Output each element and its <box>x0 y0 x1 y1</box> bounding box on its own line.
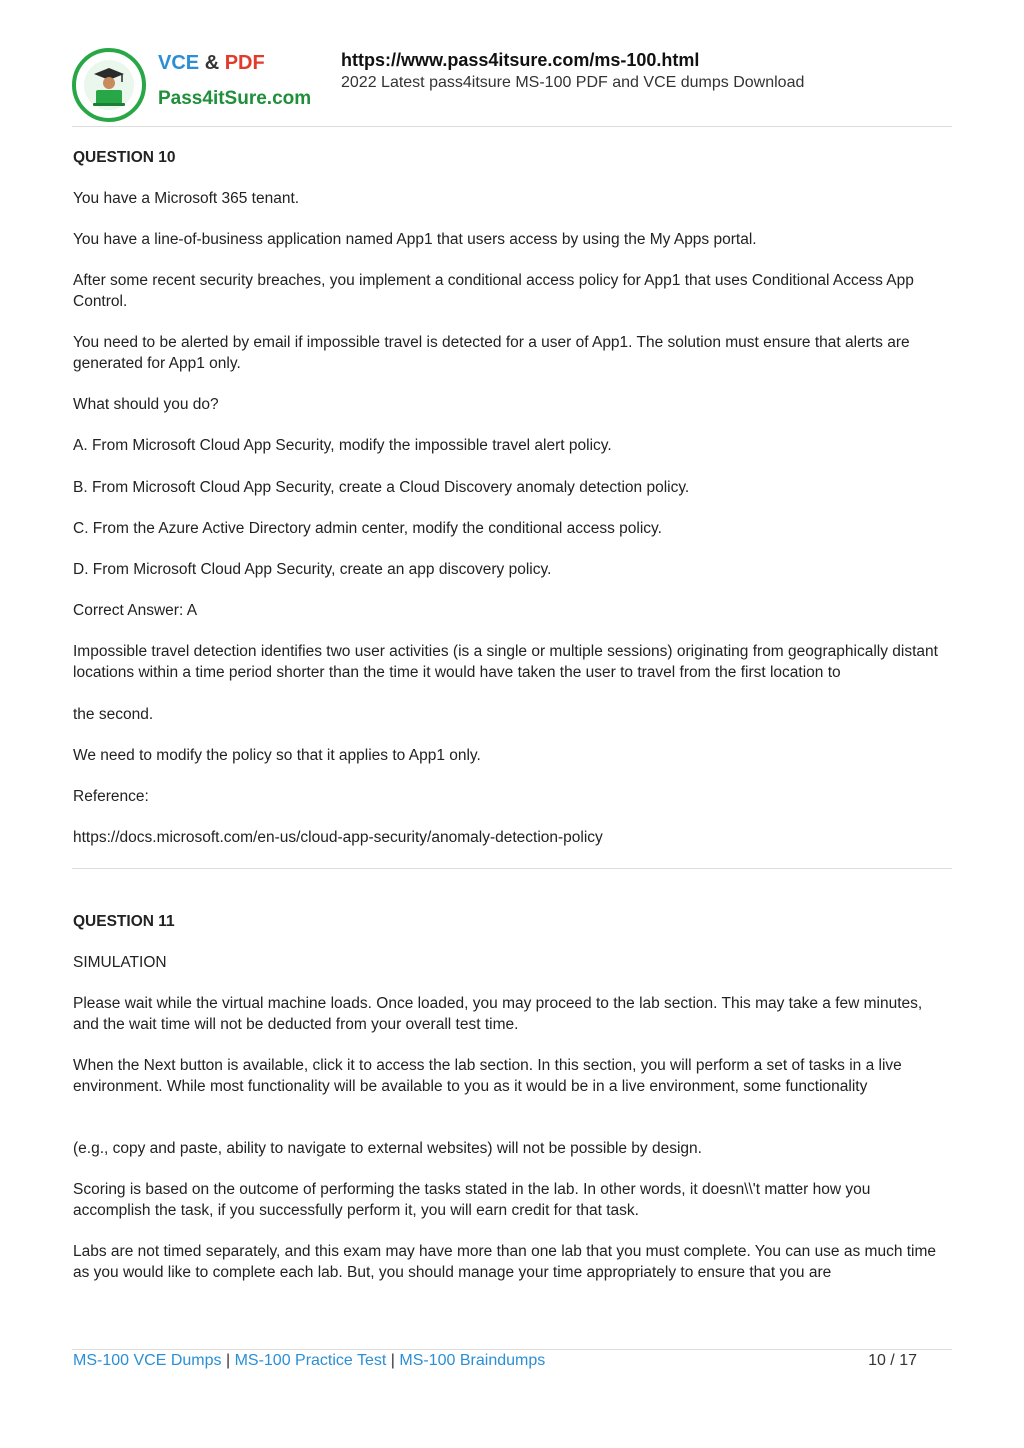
question-10-paragraph: You have a Microsoft 365 tenant. <box>73 190 300 207</box>
question-10-title: QUESTION 10 <box>73 149 176 166</box>
option-b: B. From Microsoft Cloud App Security, create a Cloud Discovery anomaly detection policy. <box>73 479 690 496</box>
question-10-paragraph: After some recent security breaches, you implement a conditional access policy for App1 that uses Conditional Access App Control. <box>73 272 914 310</box>
page-number: 10 / 17 <box>868 1352 917 1369</box>
question-11-paragraph: Please wait while the virtual machine loads. Once loaded, you may proceed to the lab section. This may take a few minutes, and the wait time will not be deducted from your overall test time. <box>73 995 923 1033</box>
question-10-paragraph: You need to be alerted by email if impossible travel is detected for a user of App1. The solution must ensure that alerts are generated for App1 only. <box>73 334 910 372</box>
footer-link-practice-test[interactable]: MS-100 Practice Test <box>234 1352 387 1369</box>
logo-text-vce-pdf: VCE & PDF <box>158 52 265 74</box>
option-d: D. From Microsoft Cloud App Security, create an app discovery policy. <box>73 561 552 578</box>
explanation-paragraph: Impossible travel detection identifies two user activities (is a single or multiple sessions) originating from geographically distant locations within a time period shorter than the time it would have taken the user to travel from the first location to <box>73 643 938 681</box>
logo-text-site: Pass4itSure.com <box>158 88 312 109</box>
footer-link-vce-dumps[interactable]: MS-100 VCE Dumps <box>73 1352 222 1369</box>
question-11-paragraph: (e.g., copy and paste, ability to navigate to external websites) will not be possible by design. <box>73 1140 702 1157</box>
explanation-paragraph: We need to modify the policy so that it applies to App1 only. <box>73 747 481 764</box>
correct-answer: Correct Answer: A <box>73 602 198 619</box>
site-logo[interactable] <box>72 44 317 124</box>
option-a: A. From Microsoft Cloud App Security, modify the impossible travel alert policy. <box>73 437 612 454</box>
question-11-paragraph: Labs are not timed separately, and this exam may have more than one lab that you must complete. You can use as much time as you would like to complete each lab. But, you should manage your time appropriately to ensure that you are <box>73 1243 937 1281</box>
question-11-paragraph: Scoring is based on the outcome of performing the tasks stated in the lab. In other words, it doesn\\'t matter how you accomplish the task, if you successfully perform it, you will earn credit for that task. <box>73 1181 871 1219</box>
page-footer <box>73 1352 953 1374</box>
question-10-prompt: What should you do? <box>73 396 219 413</box>
question-11-title: QUESTION 11 <box>73 913 175 930</box>
graduate-laptop-icon <box>84 60 134 110</box>
logo-emblem-icon <box>72 48 146 122</box>
question-10-paragraph: You have a line-of-business application named App1 that users access by using the My Apps portal. <box>73 231 757 248</box>
header-subtitle: 2022 Latest pass4itsure MS-100 PDF and VCE dumps Download <box>341 74 805 91</box>
question-11-paragraph: When the Next button is available, click it to access the lab section. In this section, you will perform a set of tasks in a live environment. While most functionality will be available to you as it would be in a live environment, some functionality <box>73 1057 902 1095</box>
question-11-paragraph: SIMULATION <box>73 954 167 971</box>
footer-link-braindumps[interactable]: MS-100 Braindumps <box>399 1352 546 1369</box>
option-c: C. From the Azure Active Directory admin center, modify the conditional access policy. <box>73 520 662 537</box>
reference-label: Reference: <box>73 788 149 805</box>
header-url-link[interactable]: https://www.pass4itsure.com/ms-100.html <box>341 50 700 70</box>
footer-separator: | <box>225 1352 231 1369</box>
reference-url: https://docs.microsoft.com/en-us/cloud-app-security/anomaly-detection-policy <box>73 829 603 846</box>
footer-divider <box>72 1349 952 1350</box>
explanation-paragraph: the second. <box>73 706 154 723</box>
question-divider <box>72 868 952 869</box>
footer-separator: | <box>390 1352 395 1369</box>
page-header <box>72 44 952 128</box>
header-divider <box>72 126 952 127</box>
